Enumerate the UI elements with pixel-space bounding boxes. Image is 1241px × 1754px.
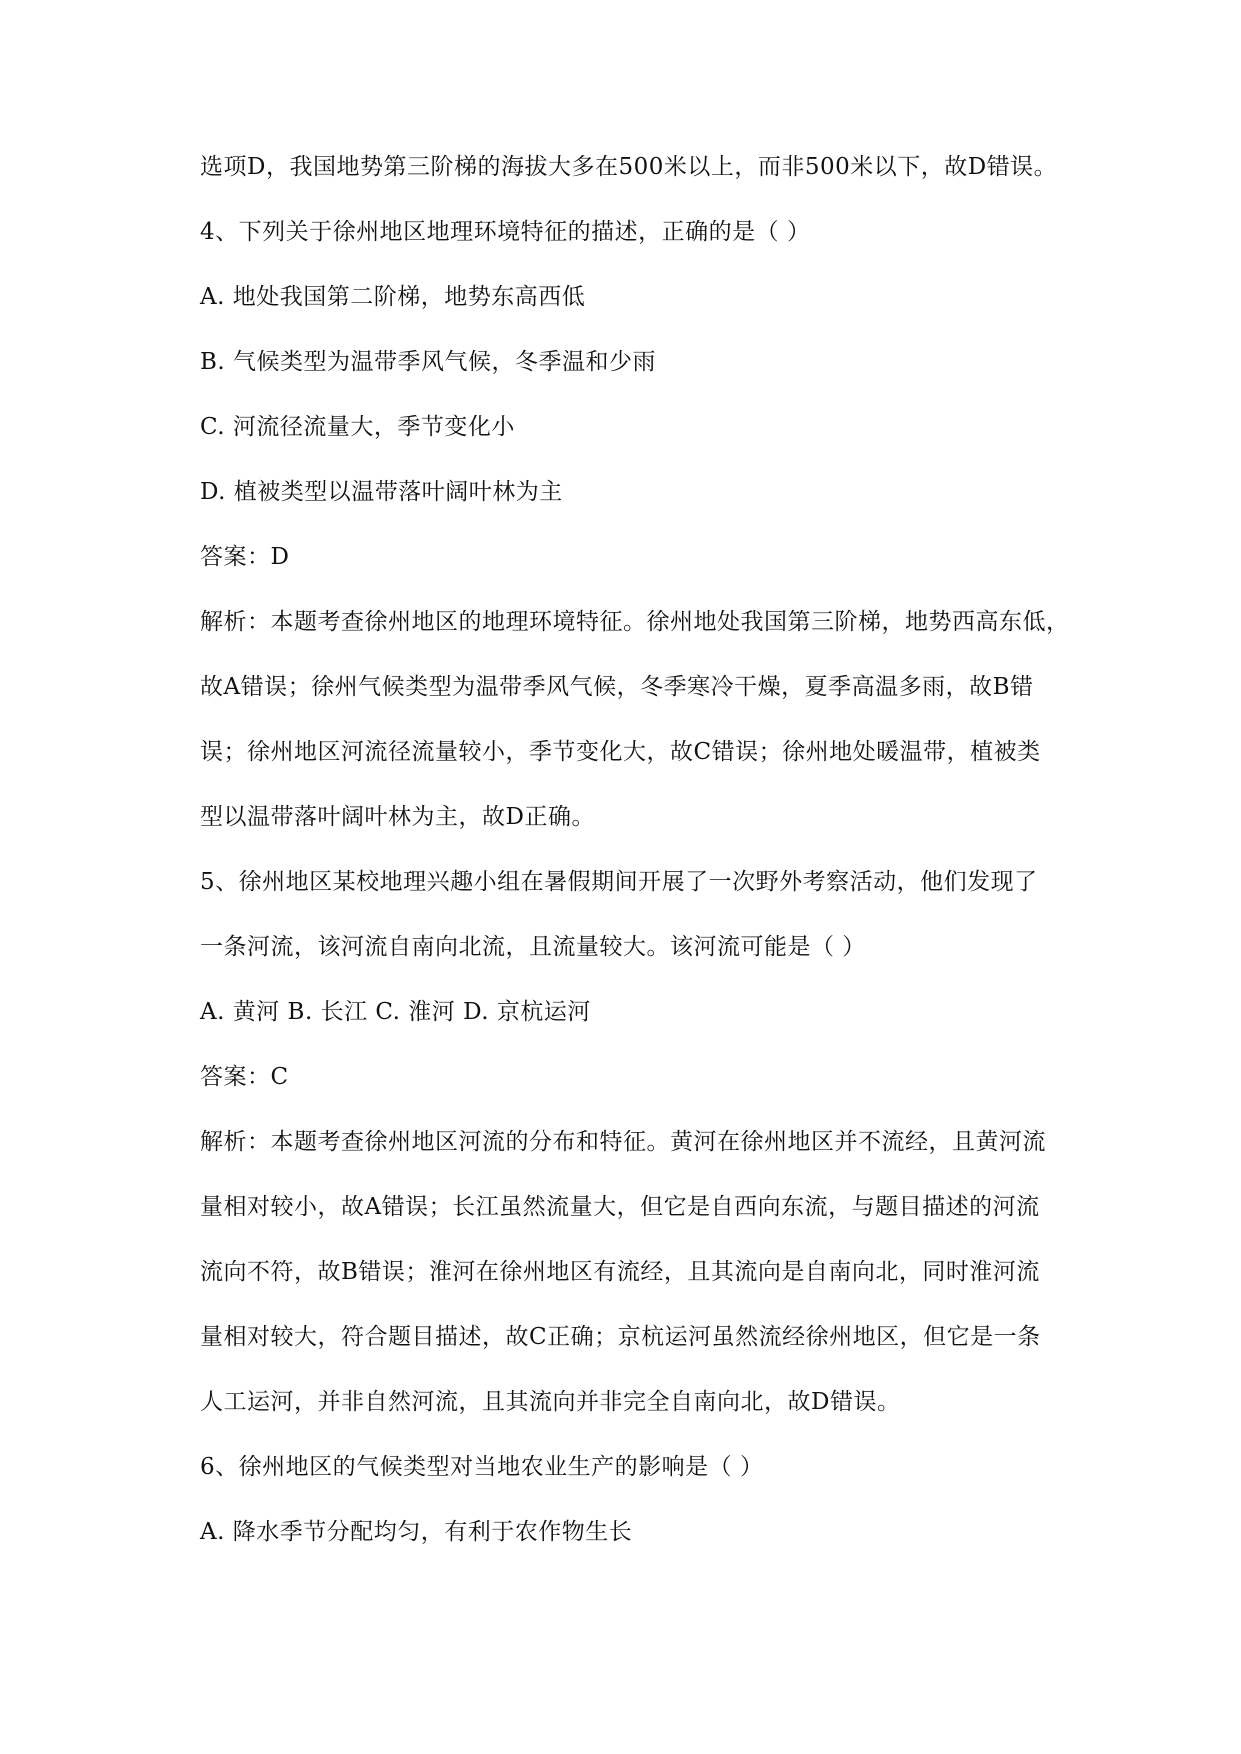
explanation-line: 型以温带落叶阔叶林为主，故D正确。 xyxy=(200,804,595,830)
question-5-stem: 一条河流，该河流自南向北流，且流量较大。该河流可能是（ ） xyxy=(200,934,866,960)
explanation-line: 故A错误；徐州气候类型为温带季风气候，冬季寒冷干燥，夏季高温多雨，故B错 xyxy=(200,674,1034,700)
answer-line: 答案：D xyxy=(200,544,290,570)
question-5-stem: 5、徐州地区某校地理兴趣小组在暑假期间开展了一次野外考察活动，他们发现了 xyxy=(200,869,1038,895)
option-line: C. 河流径流量大，季节变化小 xyxy=(200,414,515,440)
option-line: A. 地处我国第二阶梯，地势东高西低 xyxy=(200,284,586,310)
option-line: B. 气候类型为温带季风气候，冬季温和少雨 xyxy=(200,349,657,375)
explanation-line: 人工运河，并非自然河流，且其流向并非完全自南向北，故D错误。 xyxy=(200,1389,901,1415)
explanation-line: 量相对较小，故A错误；长江虽然流量大，但它是自西向东流，与题目描述的河流 xyxy=(200,1194,1040,1220)
option-line: D. 植被类型以温带落叶阔叶林为主 xyxy=(200,479,563,505)
explanation-line: 流向不符，故B错误；淮河在徐州地区有流经，且其流向是自南向北，同时淮河流 xyxy=(200,1259,1040,1285)
explanation-line: 量相对较大，符合题目描述，故C正确；京杭运河虽然流经徐州地区，但它是一条 xyxy=(200,1324,1041,1350)
explanation-line: 解析：本题考查徐州地区的地理环境特征。徐州地处我国第三阶梯，地势西高东低， xyxy=(200,609,1070,635)
document-page xyxy=(200,135,1090,1565)
option-line: A. 黄河 B. 长江 C. 淮河 D. 京杭运河 xyxy=(200,999,591,1025)
option-line: A. 降水季节分配均匀，有利于农作物生长 xyxy=(200,1519,633,1545)
text-line: 选项D，我国地势第三阶梯的海拔大多在500米以上，而非500米以下，故D错误。 xyxy=(200,154,1058,180)
explanation-line: 解析：本题考查徐州地区河流的分布和特征。黄河在徐州地区并不流经，且黄河流 xyxy=(200,1129,1046,1155)
explanation-line: 误；徐州地区河流径流量较小，季节变化大，故C错误；徐州地处暖温带，植被类 xyxy=(200,739,1041,765)
question-6-stem: 6、徐州地区的气候类型对当地农业生产的影响是（ ） xyxy=(200,1454,764,1480)
question-4-stem: 4、下列关于徐州地区地理环境特征的描述，正确的是（ ） xyxy=(200,219,811,245)
answer-line: 答案：C xyxy=(200,1064,289,1090)
